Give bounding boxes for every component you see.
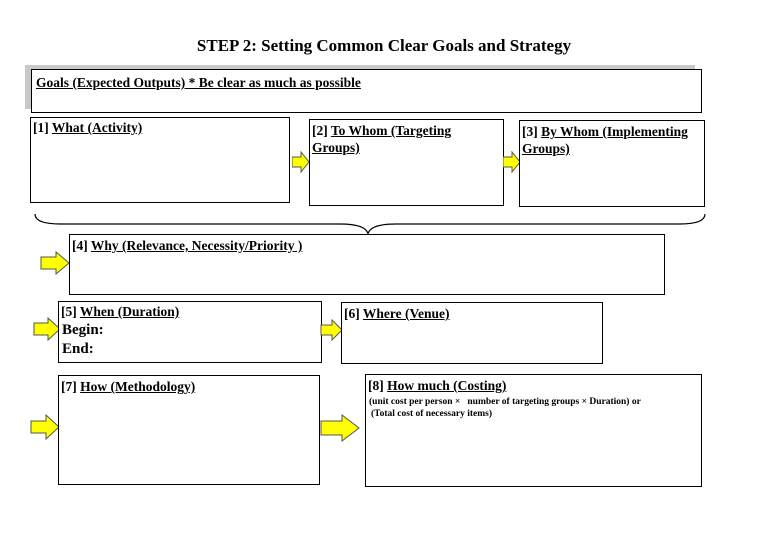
arrow-right-icon (292, 151, 310, 173)
how-much-note-line2: (Total cost of necessary items) (371, 409, 493, 419)
how-much-number: [8] (368, 378, 384, 393)
to-whom-number: [2] (312, 123, 328, 138)
when-begin: Begin: (62, 322, 104, 338)
how-much-box (365, 374, 702, 487)
when-box (58, 301, 322, 363)
arrow-right-icon (320, 319, 343, 341)
how-number: [7] (61, 379, 77, 394)
arrow-right-icon (320, 414, 360, 442)
brace-connector (30, 210, 710, 236)
why-label: Why (Relevance, Necessity/Priority ) (90, 238, 303, 253)
arrow-right-icon (40, 251, 70, 275)
when-number: [5] (61, 304, 77, 319)
to-whom-label-line1: To Whom (Targeting (330, 123, 452, 138)
when-end: End: (62, 341, 94, 357)
by-whom-label-line1: By Whom (Implementing (541, 124, 688, 139)
arrow-right-icon (30, 414, 60, 440)
how-box (58, 375, 320, 485)
why-number: [4] (72, 238, 88, 253)
what-number: [1] (33, 120, 49, 135)
how-much-label: How much (Costing) (387, 378, 507, 393)
page-title: STEP 2: Setting Common Clear Goals and Strategy (196, 36, 572, 55)
by-whom-box (519, 120, 705, 207)
to-whom-label-line2: Groups) (312, 140, 360, 155)
to-whom-box (309, 119, 504, 206)
goals-label: Goals (Expected Outputs) * Be clear as much as possible (36, 75, 361, 90)
why-box (69, 234, 665, 295)
how-label: How (Methodology) (80, 379, 196, 394)
how-much-note-line1: (unit cost per person × number of targeting groups × Duration) or (369, 397, 641, 407)
arrow-right-icon (33, 317, 61, 341)
by-whom-number: [3] (522, 124, 538, 139)
where-number: [6] (344, 306, 360, 321)
what-box (30, 117, 290, 203)
where-box (341, 302, 603, 364)
where-label: Where (Venue) (362, 306, 450, 321)
when-label: When (Duration) (79, 304, 180, 319)
what-label: What (Activity) (51, 120, 143, 135)
goals-box (31, 69, 702, 113)
by-whom-label-line2: Groups) (522, 141, 570, 156)
